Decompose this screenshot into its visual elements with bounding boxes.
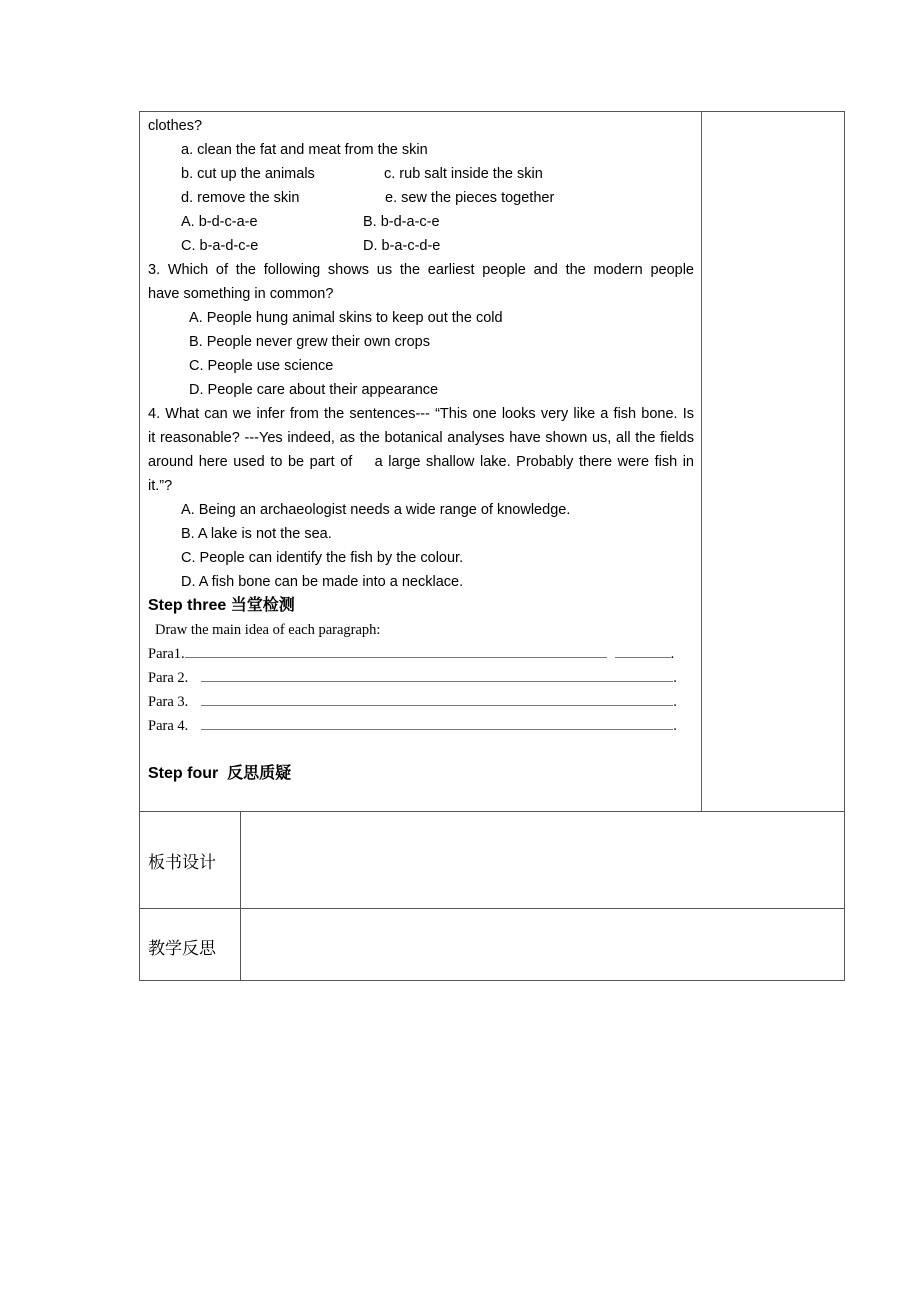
q2-row-de bbox=[148, 186, 694, 210]
period: . bbox=[670, 646, 675, 662]
q4-choice-D: D. A fish bone can be made into a necklace. bbox=[181, 574, 464, 590]
q2-row-AB bbox=[148, 210, 694, 234]
answer-blank[interactable] bbox=[201, 667, 673, 682]
step-four-heading bbox=[148, 762, 694, 786]
q4-stem-3: around here used to be part of a large shallow lake. Probably there were fish in bbox=[148, 454, 694, 470]
answer-blank[interactable] bbox=[185, 643, 607, 658]
q2-row-CD bbox=[148, 234, 694, 258]
period: . bbox=[673, 670, 677, 686]
q2-option-c: c. rub salt inside the skin bbox=[384, 166, 543, 182]
column-divider bbox=[240, 811, 241, 981]
q2-choice-A: A. b-d-c-a-e bbox=[181, 214, 258, 230]
q2-option-d: d. remove the skin bbox=[181, 190, 300, 206]
q4-choice-B: B. A lake is not the sea. bbox=[181, 526, 332, 542]
para-label: Para 4. bbox=[148, 718, 189, 734]
q2-row-bc bbox=[148, 162, 694, 186]
q4-choice-A: A. Being an archaeologist needs a wide range of knowledge. bbox=[181, 502, 571, 518]
answer-blank[interactable] bbox=[201, 691, 673, 706]
para-label: Para1. bbox=[148, 646, 185, 662]
q4-stem-1: 4. What can we infer from the sentences--- “This one looks very like a fish bone. Is bbox=[148, 406, 694, 422]
q4-choice-C: C. People can identify the fish by the colour. bbox=[181, 550, 464, 566]
q2-option-a: a. clean the fat and meat from the skin bbox=[181, 142, 428, 158]
period: . bbox=[673, 694, 677, 710]
spacer bbox=[148, 738, 694, 762]
q4-stem-4: it.”? bbox=[148, 478, 173, 494]
q2-choice-C: C. b-a-d-c-e bbox=[181, 238, 259, 254]
para-line-2 bbox=[148, 666, 694, 690]
step-three-instruction: Draw the main idea of each paragraph: bbox=[155, 622, 381, 638]
q2-stem: clothes? bbox=[148, 118, 203, 134]
para-line-3 bbox=[148, 690, 694, 714]
board-design-label: 板书设计 bbox=[148, 853, 216, 872]
para-label: Para 3. bbox=[148, 694, 189, 710]
teaching-reflection-label: 教学反思 bbox=[148, 939, 216, 958]
para-line-4 bbox=[148, 714, 694, 738]
q2-option-b: b. cut up the animals bbox=[181, 166, 315, 182]
main-content bbox=[148, 114, 694, 786]
para-line-1 bbox=[148, 642, 694, 666]
q3-stem-2: have something in common? bbox=[148, 286, 334, 302]
lesson-table bbox=[139, 111, 845, 981]
row-divider bbox=[140, 908, 844, 909]
q3-choice-A: A. People hung animal skins to keep out the cold bbox=[189, 310, 503, 326]
row-divider bbox=[140, 811, 844, 812]
q3-choice-B: B. People never grew their own crops bbox=[189, 334, 430, 350]
step-four-title: Step four 反思质疑 bbox=[148, 765, 292, 782]
step-three-heading: Step three 当堂检测 bbox=[148, 597, 295, 614]
q2-choice-D: D. b-a-c-d-e bbox=[363, 238, 441, 254]
column-divider bbox=[701, 112, 702, 811]
q2-choice-B: B. b-d-a-c-e bbox=[363, 214, 440, 230]
q4-stem-2: it reasonable? ---Yes indeed, as the botanical analyses have shown us, all the fields bbox=[148, 430, 694, 446]
q3-choice-C: C. People use science bbox=[189, 358, 334, 374]
q3-choice-D: D. People care about their appearance bbox=[189, 382, 439, 398]
q2-option-e: e. sew the pieces together bbox=[385, 190, 555, 206]
para-label: Para 2. bbox=[148, 670, 189, 686]
answer-blank[interactable] bbox=[201, 715, 673, 730]
period: . bbox=[673, 718, 677, 734]
q3-stem-1: 3. Which of the following shows us the earliest people and the modern people bbox=[148, 262, 694, 278]
answer-blank[interactable] bbox=[615, 643, 671, 658]
